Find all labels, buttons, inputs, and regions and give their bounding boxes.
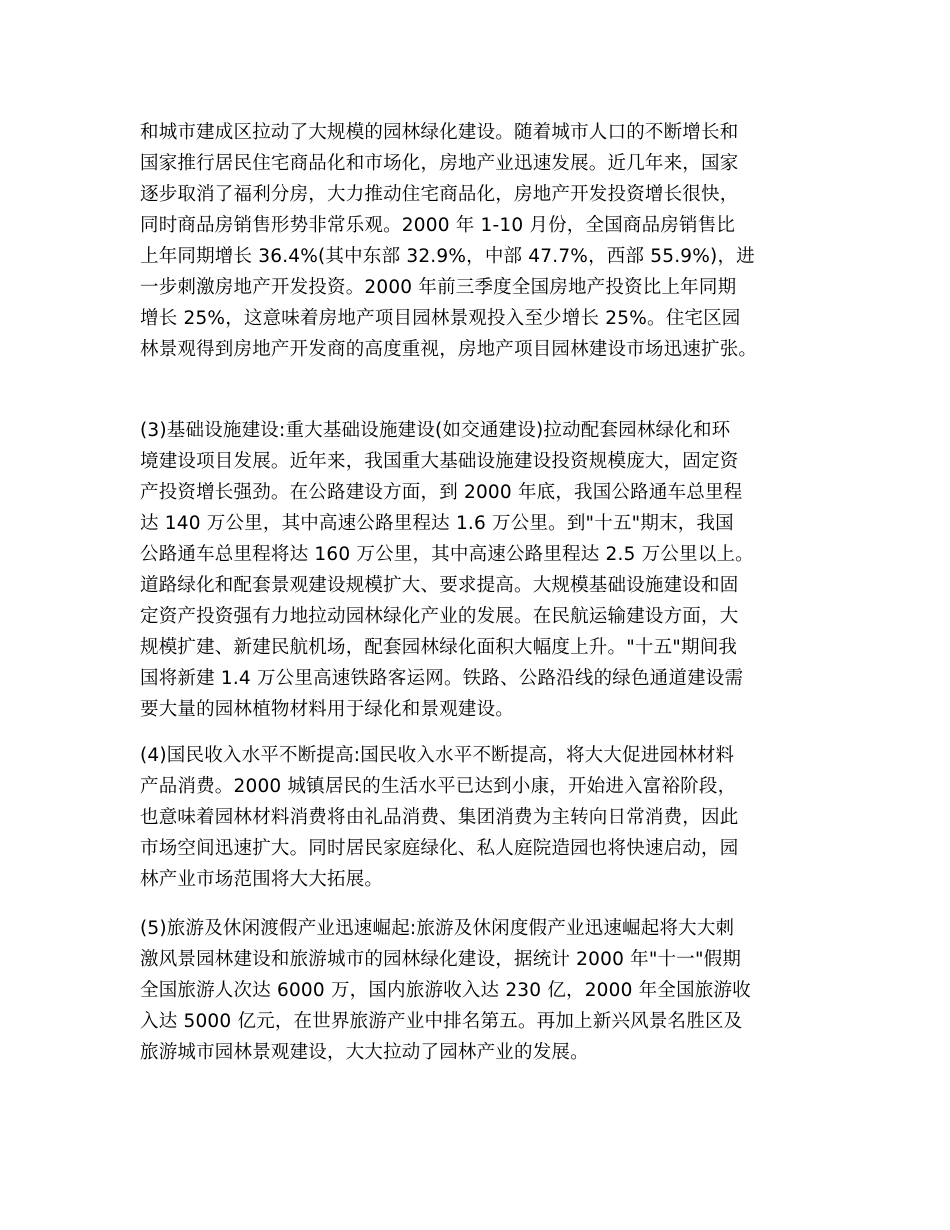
text-line: 要大量的园林植物材料用于绿化和景观建设。: [140, 699, 515, 720]
text-line: 市场空间迅速扩大。同时居民家庭绿化、私人庭院造园也将快速启动，园: [140, 838, 739, 859]
text-line: 逐步取消了福利分房，大力推动住宅商品化，房地产开发投资增长很快，: [140, 184, 739, 205]
text-line: 规模扩建、新建民航机场，配套园林绿化面积大幅度上升。"十五"期间我: [140, 637, 738, 658]
text-line: 也意味着园林材料消费将由礼品消费、集团消费为主转向日常消费，因此: [140, 807, 739, 828]
text-line: 全国旅游人次达 6000 万，国内旅游收入达 230 亿，2000 年全国旅游收: [140, 980, 751, 1001]
paragraph-national-income: [140, 740, 830, 895]
text-line: 国将新建 1.4 万公里高速铁路客运网。铁路、公路沿线的绿色通道建设需: [140, 668, 744, 689]
text-line: (5)旅游及休闲渡假产业迅速崛起:旅游及休闲度假产业迅速崛起将大大刺: [140, 918, 735, 939]
text-line: (4)国民收入水平不断提高:国民收入水平不断提高，将大大促进园林材料: [140, 745, 735, 766]
paragraph-infrastructure: [140, 415, 830, 725]
text-line: 林产业市场范围将大大拓展。: [140, 869, 384, 890]
text-line: 林景观得到房地产开发商的高度重视，房地产项目园林建设市场迅速扩张。: [140, 339, 758, 360]
text-line: 产品消费。2000 城镇居民的生活水平已达到小康，开始进入富裕阶段，: [140, 776, 737, 797]
paragraph-tourism: [140, 913, 830, 1068]
text-line: 和城市建成区拉动了大规模的园林绿化建设。随着城市人口的不断增长和: [140, 122, 739, 143]
text-line: 公路通车总里程将达 160 万公里，其中高速公路里程达 2.5 万公里以上。: [140, 544, 754, 565]
text-line: 增长 25%，这意味着房地产项目园林景观投入至少增长 25%。住宅区园: [140, 308, 741, 329]
text-line: 道路绿化和配套景观建设规模扩大、要求提高。大规模基础设施建设和固: [140, 575, 739, 596]
text-line: 达 140 万公里，其中高速公路里程达 1.6 万公里。到"十五"期末，我国: [140, 513, 734, 534]
text-line: 激风景园林建设和旅游城市的园林绿化建设，据统计 2000 年"十一"假期: [140, 949, 742, 970]
text-line: 一步刺激房地产开发投资。2000 年前三季度全国房地产投资比上年同期: [140, 277, 737, 298]
text-line: 同时商品房销售形势非常乐观。2000 年 1-10 月份，全国商品房销售比: [140, 215, 736, 236]
text-line: 定资产投资强有力地拉动园林绿化产业的发展。在民航运输建设方面，大: [140, 606, 739, 627]
text-line: 产投资增长强劲。在公路建设方面，到 2000 年底，我国公路通车总里程: [140, 482, 743, 503]
text-line: (3)基础设施建设:重大基础设施建设(如交通建设)拉动配套园林绿化和环: [140, 420, 731, 441]
text-line: 国家推行居民住宅商品化和市场化，房地产业迅速发展。近几年来，国家: [140, 153, 739, 174]
text-line: 旅游城市园林景观建设，大大拉动了园林产业的发展。: [140, 1042, 589, 1063]
text-line: 境建设项目发展。近年来，我国重大基础设施建设投资规模庞大，固定资: [140, 451, 739, 472]
paragraph-real-estate: [140, 117, 830, 365]
text-line: 入达 5000 亿元，在世界旅游产业中排名第五。再加上新兴风景名胜区及: [140, 1011, 743, 1032]
text-line: 上年同期增长 36.4%(其中东部 32.9%，中部 47.7%，西部 55.9%)，进: [140, 246, 755, 267]
